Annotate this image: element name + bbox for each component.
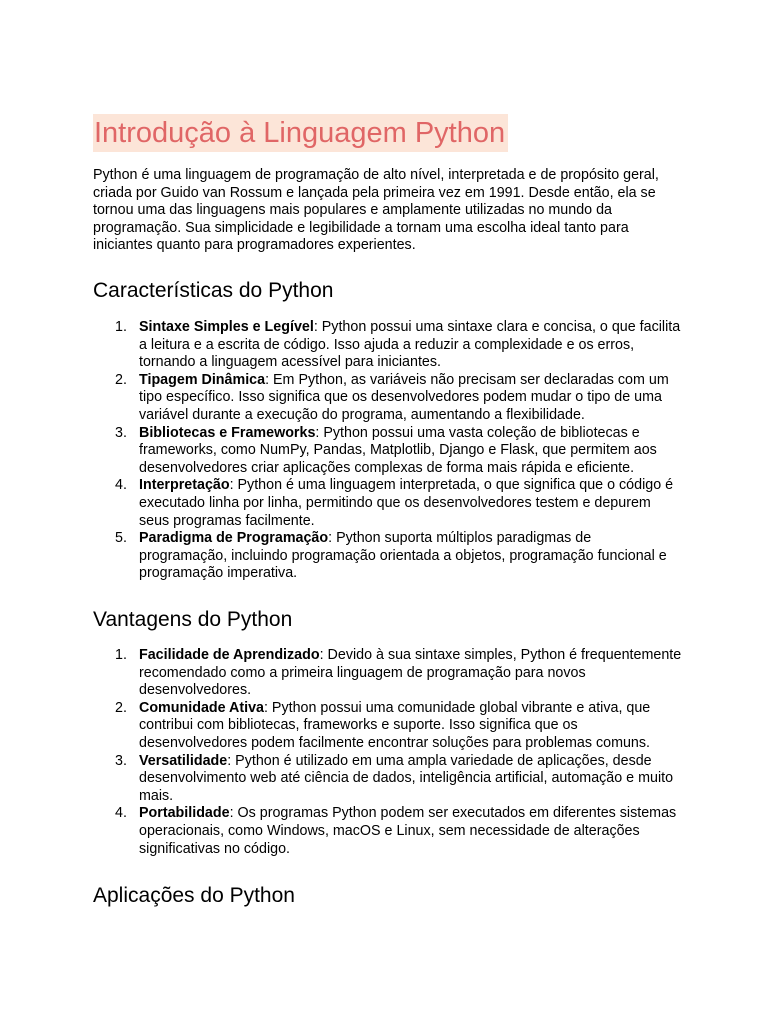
list-item-number: 5. — [115, 530, 127, 547]
section-heading-caracteristicas: Características do Python — [93, 279, 334, 302]
list-item — [93, 753, 683, 806]
list-item-description: : Python possui uma sintaxe clara e concisa, o que facilita a leitura e a escrita de código. Isso ajuda a reduzir a complexidade e os erros, tornando a linguagem acessível para iniciantes. — [139, 319, 681, 371]
list-item-description: : Python é uma linguagem interpretada, o que significa que o código é executado linha por linha, permitindo que os desenvolvedores testem e depurem seus programas facilmente. — [139, 477, 674, 529]
section-heading-aplicacoes: Aplicações do Python — [93, 884, 295, 907]
list-item-term: Comunidade Ativa — [139, 699, 264, 716]
list-item-description: : Em Python, as variáveis não precisam ser declaradas com um tipo específico. Isso significa que os desenvolvedores podem mudar o tipo de uma variável durante a execução do programa, aumentando a flexibilidade. — [139, 371, 669, 423]
list-item-description: : Devido à sua sintaxe simples, Python é frequentemente recomendado como a primeira linguagem de programação para novos desenvolvedores. — [139, 647, 682, 699]
list-item-description: : Python é utilizado em uma ampla variedade de aplicações, desde desenvolvimento web até ciência de dados, inteligência artificial, automação e muito mais. — [139, 752, 674, 804]
list-item — [93, 425, 683, 478]
intro-paragraph: Python é uma linguagem de programação de alto nível, interpretada e de propósito geral, criada por Guido van Rossum e lançada pela primeira vez em 1991. Desde então, ela se tornou uma das linguagens mais populares e amplamente utilizadas no mundo da programação. Sua simplicidade e legibilidade a tornam uma escolha ideal tanto para iniciantes quanto para programadores experientes. — [93, 167, 659, 254]
list-item-description: : Os programas Python podem ser executados em diferentes sistemas operacionais, como Windows, macOS e Linux, sem necessidade de alterações significativas no código. — [139, 805, 677, 857]
list-item — [93, 700, 683, 753]
list-item — [93, 319, 683, 372]
list-item-term: Portabilidade — [139, 805, 230, 822]
list-item-number: 3. — [115, 752, 127, 769]
list-item-term: Versatilidade — [139, 752, 228, 769]
list-item-number: 2. — [115, 371, 127, 388]
list-item-term: Facilidade de Aprendizado — [139, 647, 320, 663]
list-item-term: Interpretação — [139, 477, 230, 494]
list-item-number: 2. — [115, 699, 127, 716]
list-item-description: : Python possui uma vasta coleção de bibliotecas e frameworks, como NumPy, Pandas, Matplotlib, Django e Flask, que permitem aos desenvolvedores criar aplicações complexas de forma mais rápida e eficiente. — [139, 424, 657, 476]
list-item-term: Bibliotecas e Frameworks — [139, 424, 316, 441]
list-item-description: : Python possui uma comunidade global vibrante e ativa, que contribui com bibliotecas, frameworks e suporte. Isso significa que os desenvolvedores podem facilmente encontrar soluções para problemas comuns. — [139, 699, 651, 751]
list-item-description: : Python suporta múltiplos paradigmas de programação, incluindo programação orientada a objetos, programação funcional e programação imperativa. — [139, 530, 667, 582]
list-item — [93, 530, 683, 583]
list-item — [93, 477, 683, 530]
list-item — [93, 805, 683, 858]
list-item-number: 1. — [115, 647, 127, 663]
document-title: Introdução à Linguagem Python — [93, 114, 508, 152]
list-item-number: 1. — [115, 319, 127, 335]
list-item-term: Paradigma de Programação — [139, 530, 329, 547]
list-item — [93, 372, 683, 425]
list-item-term: Sintaxe Simples e Legível — [139, 319, 314, 335]
list-item-number: 4. — [115, 805, 127, 822]
list-item-term: Tipagem Dinâmica — [139, 371, 266, 388]
list-item-number: 4. — [115, 477, 127, 494]
vantagens-list — [93, 647, 683, 858]
list-item — [93, 647, 683, 700]
section-heading-vantagens: Vantagens do Python — [93, 608, 293, 631]
list-item-number: 3. — [115, 424, 127, 441]
caracteristicas-list — [93, 319, 683, 583]
